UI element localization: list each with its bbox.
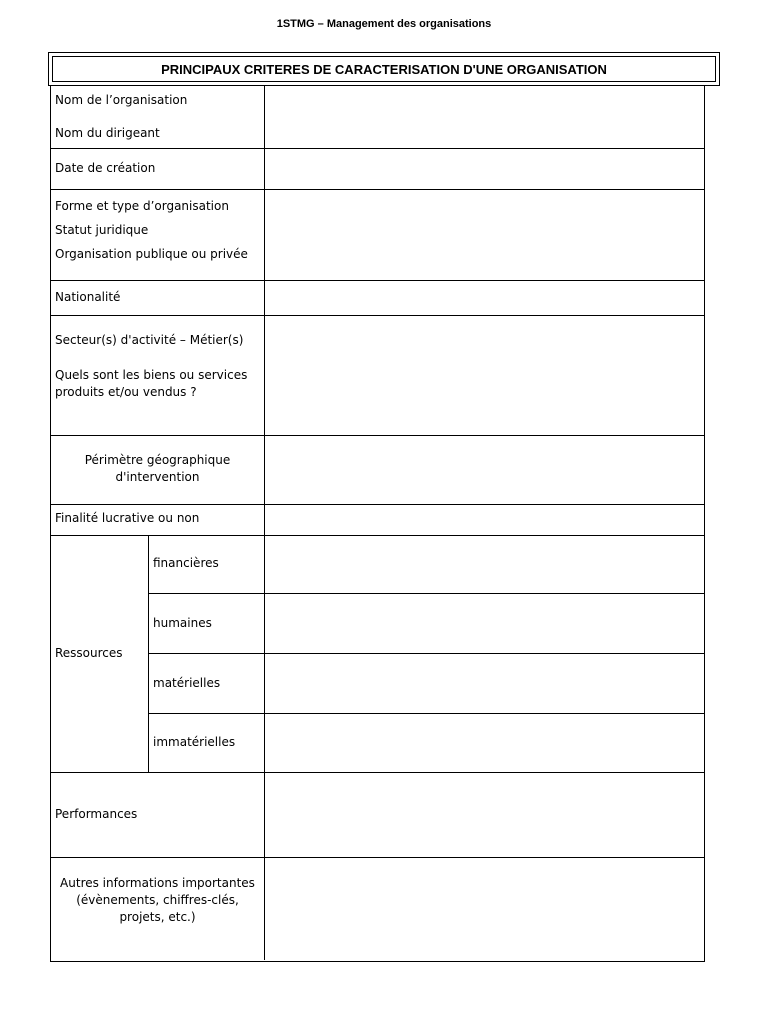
answer-res-materielles[interactable]: [265, 654, 704, 713]
answer-secteurs[interactable]: [265, 316, 704, 435]
page-header: 1STMG – Management des organisations: [276, 18, 492, 30]
resources-column-divider: [148, 535, 149, 773]
label-res-financieres: financières: [153, 556, 219, 570]
label-forme-type: Forme et type d’organisation: [55, 199, 229, 213]
label-autres-2: (évènements, chiffres-clés,: [76, 893, 239, 907]
answer-res-humaines[interactable]: [265, 594, 704, 653]
label-biens-services-2: produits et/ou vendus ?: [55, 385, 197, 399]
label-perimetre-2: d'intervention: [115, 470, 200, 484]
label-secteurs: Secteur(s) d'activité – Métier(s): [55, 333, 244, 347]
label-biens-services-1: Quels sont les biens ou services: [55, 368, 248, 382]
answer-forme-statut[interactable]: [265, 190, 704, 280]
answer-date-creation[interactable]: [265, 149, 704, 189]
answer-nom-organisation-dirigeant[interactable]: [265, 86, 704, 148]
label-statut-juridique: Statut juridique: [55, 223, 149, 237]
answer-res-financieres[interactable]: [265, 536, 704, 593]
label-res-humaines: humaines: [153, 616, 212, 630]
label-publique-privee: Organisation publique ou privée: [55, 247, 248, 261]
label-res-immaterielles: immatérielles: [153, 735, 236, 749]
answer-autres-informations[interactable]: [265, 858, 704, 960]
label-perimetre-1: Périmètre géographique: [84, 453, 231, 467]
label-nationalite: Nationalité: [55, 290, 121, 304]
label-date-creation: Date de création: [55, 161, 156, 175]
answer-res-immaterielles[interactable]: [265, 714, 704, 772]
answer-perimetre[interactable]: [265, 436, 704, 504]
form-title-box: [48, 52, 720, 86]
label-nom-organisation: Nom de l’organisation: [55, 93, 188, 107]
answer-nationalite[interactable]: [265, 281, 704, 315]
label-autres-3: projets, etc.): [119, 910, 196, 924]
answer-finalite[interactable]: [265, 505, 704, 535]
label-res-materielles: matérielles: [153, 676, 221, 690]
criteria-table: [50, 86, 705, 962]
label-nom-dirigeant: Nom du dirigeant: [55, 126, 160, 140]
answer-performances[interactable]: [265, 773, 704, 857]
form-title: PRINCIPAUX CRITERES DE CARACTERISATION D'UNE ORGANISATION: [52, 56, 716, 82]
label-autres-1: Autres informations importantes: [60, 876, 255, 890]
label-ressources: Ressources: [55, 646, 123, 660]
label-finalite: Finalité lucrative ou non: [55, 511, 200, 525]
label-performances: Performances: [55, 807, 138, 821]
